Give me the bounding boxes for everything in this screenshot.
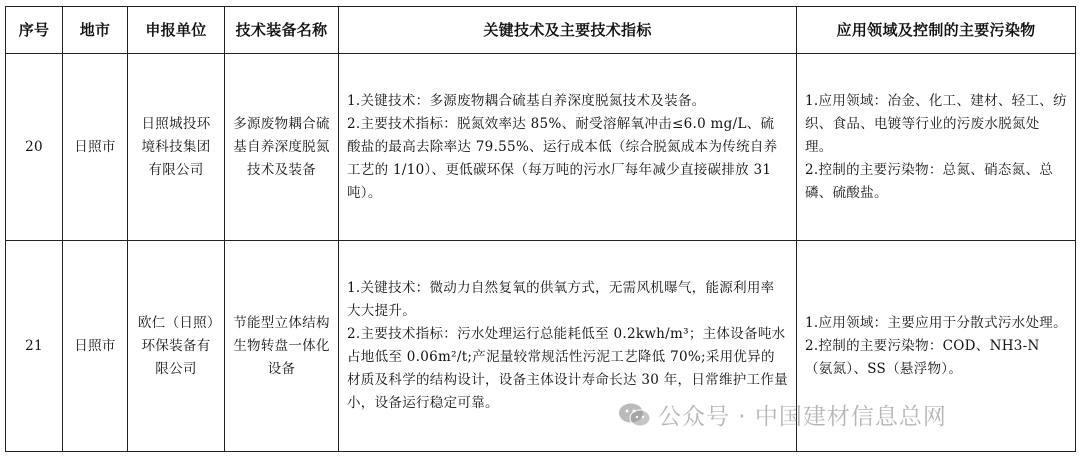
key-tech-item: 1.关键技术：多源废物耦合硫基自养深度脱氮技术及装备。 [347,92,706,109]
key-tech-item: 1.关键技术：微动力自然复氧的供氧方式，无需风机曝气，能源利用率大大提升。 [347,280,775,319]
cell-application [797,54,1076,241]
cell-equipment: 节能型立体结构生物转盘一体化设备 [225,241,339,452]
application-item: 2.控制的主要污染物：总氮、硝态氮、总磷、硫酸盐。 [805,161,1054,201]
watermark [618,398,947,431]
header-unit: 申报单位 [128,7,225,54]
cell-city: 日照市 [63,54,128,241]
table-row [6,54,1076,241]
cell-no: 20 [6,54,63,241]
header-equipment: 技术装备名称 [225,7,339,54]
application-item: 1.应用领域：主要应用于分散式污水处理。 [805,314,1067,331]
header-city: 地市 [63,7,128,54]
header-application: 应用领域及控制的主要污染物 [797,7,1076,54]
cell-no: 21 [6,241,63,452]
wechat-icon [618,402,652,428]
application-item: 2.控制的主要污染物：COD、NH3-N（氨氮）、SS（悬浮物）。 [805,337,1040,377]
cell-unit: 日照城投环境科技集团有限公司 [128,54,225,241]
key-tech-item: 2.主要技术指标：污水处理运行总能耗低至 0.2kwh/m³；主体设备吨水占地低至 0.06m²/t;产泥量较常规活性污泥工艺降低 70%;采用优异的材质及科学的结构设计，设备主体设计寿命长达 30 年，日常维护工作量小，设备运行稳定可靠。 [347,326,788,411]
table-header-row [6,7,1076,54]
application-item: 1.应用领域：冶金、化工、建材、轻工、纺织、食品、电镀等行业的污废水脱氮处理。 [805,92,1067,155]
cell-city: 日照市 [63,241,128,452]
watermark-text: 公众号 · 中国建材信息总网 [658,404,947,430]
header-no: 序号 [6,7,63,54]
header-key-tech: 关键技术及主要技术指标 [339,7,797,54]
cell-key-tech [339,54,797,241]
cell-unit: 欧仁（日照）环保装备有限公司 [128,241,225,452]
cell-equipment: 多源废物耦合硫基自养深度脱氮技术及装备 [225,54,339,241]
key-tech-item: 2.主要技术指标：脱氮效率达 85%、耐受溶解氧冲击≤6.0 mg/L、硫酸盐的最高去除率达 79.55%、运行成本低（综合脱氮成本为传统自养工艺的 1/10）、更低碳环保（每万吨的污水厂每年减少直接碳排放 31 吨）。 [347,115,778,201]
pollution-tech-table [5,6,1076,452]
